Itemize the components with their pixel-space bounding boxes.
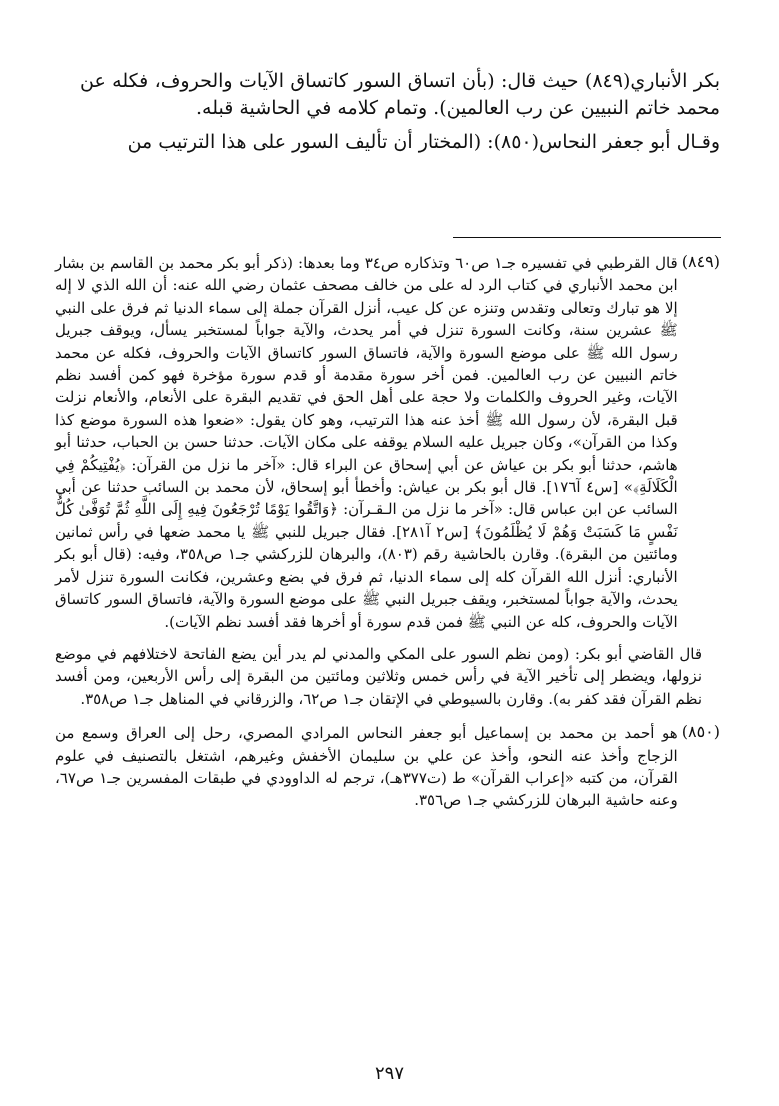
main-paragraph-1: بكر الأنباري(٨٤٩) حيث قال: (بأن اتساق السور كاتساق الآيات والحروف، فكله عن محمد خاتم النبيين عن رب العالمين). وتمام كلامه في الحاشية قبله. — [80, 70, 720, 119]
footnote-separator — [453, 237, 721, 238]
footnote-paragraph: هو أحمد بن محمد بن إسماعيل أبو جعفر النحاس المرادي المصري، رحل إلى العراق وسمع من الزجاج وأخذ عنه النحو، وأخذ عن علي بن سليمان الأخفش وغيرهم، اشتغل بالتصنيف في علوم القرآن، من كتبه «إعراب القرآن» ط (ت٣٧٧هـ)، ترجم له الداوودي في طبقات المفسرين جـ١ ص٦٧، وعنه حاشية البرهان للزركشي جـ١ ص٣٥٦. — [55, 724, 678, 810]
footnotes — [55, 252, 720, 812]
footnote-number: (٨٤٩) — [681, 252, 720, 271]
footnote-paragraph: قال القاضي أبو بكر: (ومن نظم السور على المكي والمدني لم يدر أين يضع الفاتحة لاختلافهم في موضع نزولها، ويضطر إلى تأخير الآية في رأس خمس وثلاثين ومائتين من البقرة إلى رأس الأربعين، ومن أفسد نظم القرآن فقد كفر به). وقارن بالسيوطي في الإتقان جـ١ ص٦٢، والزرقاني في المناهل جـ١ ص٣٥٨. — [55, 644, 702, 708]
main-paragraph-2: وقـال أبو جعفر النحاس(٨٥٠): (المختار أن تأليف السور على هذا الترتيب من — [127, 131, 720, 153]
footnote-849 — [55, 252, 720, 633]
footnote-number: (٨٥٠) — [681, 722, 720, 742]
footnote-850 — [55, 722, 720, 812]
page-number: ٢٩٧ — [374, 1063, 404, 1084]
footnote-paragraph: قال القرطبي في تفسيره جـ١ ص٦٠ وتذكاره ص٣٤ وما بعدها: (ذكر أبو بكر محمد بن القاسم بن بشار ابن محمد الأنباري في كتاب الرد له على من خالف مصحف عثمان رضي الله عنه: أن الله الذي لا إله إلا هو تبارك وتعالى وتقدس وتنزه عن كل عيب، أنزل القرآن جملة إلى سماء الدنيا ثم فرق على النبي ﷺ عشرين سنة، وكانت السورة تنزل في أمر يحدث، والآية جواباً لمستخبر يسأل، ويوقف جبريل رسول الله ﷺ على موضع السورة والآية، فاتساق السور كاتساق الآيات والحروف، فكله عن محمد خاتم النبيين عن رب العالمين. فمن أخر سورة مقدمة أو قدم سورة مؤخرة فهو كمن أفسد نظم الآيات، وغير الحروف والكلمات ولا حجة على أهل الحق في تقديم البقرة على الأنعام، والأنعام نزلت قبل البقرة، لأن رسول الله ﷺ أخذ عنه هذا الترتيب، وهو كان يقول: «ضعوا هذه السورة موضع كذا وكذا من القرآن»، وكان جبريل عليه السلام يوقفه على مكان الآيات. حدثنا حسن بن الحباب، حدثنا أبو هاشم، حدثنا أبو بكر بن عياش عن أبي إسحاق عن البراء قال: «آخر ما نزل من القرآن: ﴿يُفْتِيكُمْ فِي الْكَلَالَةِ﴾» [س٤ آ١٧٦]. قال أبو بكر بن عياش: وأخطأ أبو إسحاق، لأن محمد بن السائب حدثنا عن أبي السائب عن ابن عباس قال: «آخر ما نزل من الـقـرآن: ﴿وَاتَّقُوا يَوْمًا تُرْجَعُونَ فِيهِ إِلَى اللَّهِ ثُمَّ تُوَفَّىٰ كُلُّ نَفْسٍ مَا كَسَبَتْ وَهُمْ لَا يُظْلَمُونَ﴾ [س٢ آ٢٨١]. فقال جبريل للنبي ﷺ يا محمد ضعها في رأس ثمانين ومائتين من البقرة). وقارن بالحاشية رقم (٨٠٣)، والبرهان للزركشي جـ١ ص٣٥٨، وفيه: (قال أبو بكر الأنباري: أنزل الله القرآن كله إلى سماء الدنيا، ثم فرق في بضع وعشرين، فكانت السورة تنزل لأمر يحدث، والآية جواباً لمستخبر، ويقف جبريل النبي ﷺ على موضع السورة والآية، فاتساق السور كاتساق الآيات والحروف، كله عن النبي ﷺ فمن قدم سورة أو أخرها فقد أفسد نظم الآيات). — [55, 254, 678, 631]
main-text — [80, 68, 720, 156]
